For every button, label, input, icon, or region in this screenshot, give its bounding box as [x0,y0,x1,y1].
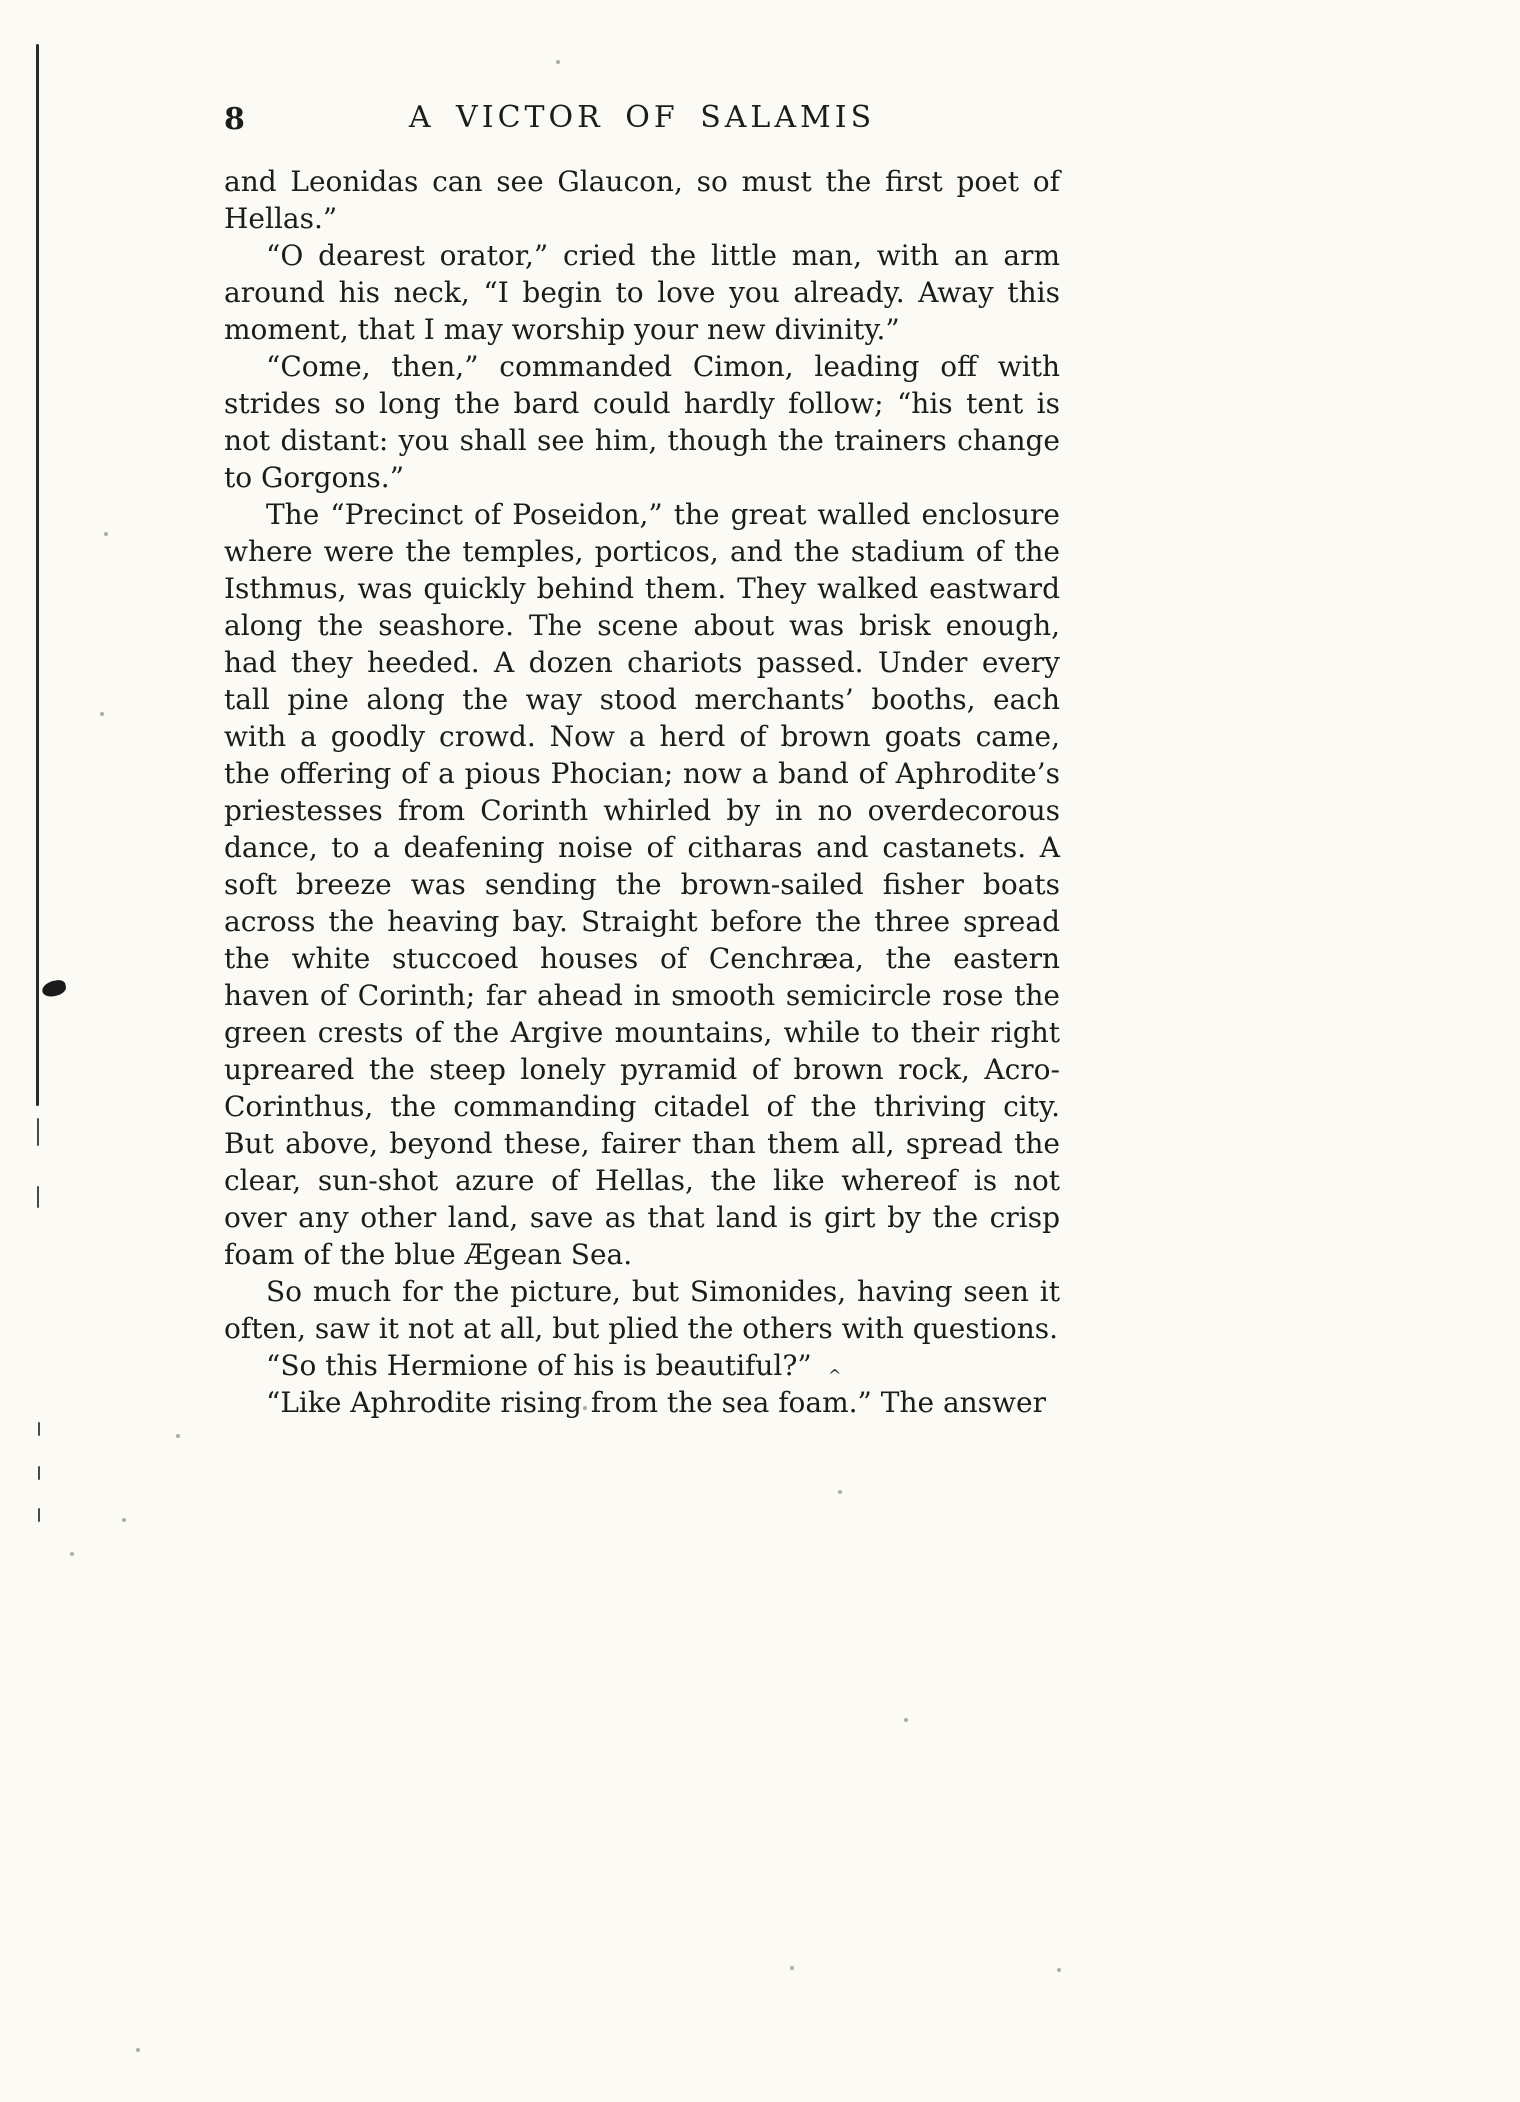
scan-speck [136,2048,140,2052]
scan-speck [790,1966,794,1970]
scan-speck [556,60,560,64]
scan-speck [100,712,104,716]
scan-dash [37,1186,39,1208]
scan-speck [70,1552,74,1556]
paragraph: and Leonidas can see Glaucon, so must the first poet of Hellas.” [224,165,1060,235]
paragraph: “O dearest orator,” cried the little man, with an arm around his neck, “I begin to love you already. Away this moment, that I may worship your new divinity.” [224,239,1060,346]
scan-speck [104,532,108,536]
scan-speck [904,1718,908,1722]
running-title: A VICTOR OF SALAMIS [408,100,876,135]
page-header [224,100,1060,142]
scan-binding-line [36,44,39,1106]
scan-speck [838,1490,842,1494]
scan-dash [38,1466,40,1480]
ink-blot [41,979,68,999]
scan-speck [1057,1968,1061,1972]
ink-caret-mark: ^ [828,1366,842,1385]
paragraph: “Like Aphrodite rising from the sea foam.” The answer [266,1386,1046,1419]
scan-speck [122,1518,126,1522]
scan-dash [38,1422,40,1436]
paragraph: The “Precinct of Poseidon,” the great walled enclosure where were the temples, porticos, and the stadium of the Isthmus, was quickly behind them. They walked eastward along the seashore. The scene about was brisk enough, had they heeded. A dozen chariots passed. Under every tall pine along the way stood merchants’ booths, each with a goodly crowd. Now a herd of brown goats came, the offering of a pious Phocian; now a band of Aphrodite’s priestesses from Corinth whirled by in no overdecorous dance, to a deafening noise of citharas and castanets. A soft breeze was sending the brown-sailed fisher boats across the heaving bay. Straight before the three spread the white stuccoed houses of Cenchræa, the eastern haven of Corinth; far ahead in smooth semicircle rose the green crests of the Argive mountains, while to their right upreared the steep lonely pyramid of brown rock, Acro-Corinthus, the commanding citadel of the thriving city. But above, beyond these, fairer than them all, spread the clear, sun-shot azure of Hellas, the like whereof is not over any other land, save as that land is girt by the crisp foam of the blue Ægean Sea. [224,498,1060,1271]
scan-dash [38,1508,40,1522]
paragraph: “Come, then,” commanded Cimon, leading off with strides so long the bard could hardly follow; “his tent is not distant: you shall see him, though the trainers change to Gorgons.” [224,350,1060,494]
page-number: 8 [224,102,245,137]
scan-speck [176,1434,180,1438]
body-text [224,163,1060,1421]
paragraph: So much for the picture, but Simonides, having seen it often, saw it not at all, but plied the others with questions. [224,1275,1060,1345]
paragraph: “So this Hermione of his is beautiful?” [266,1349,812,1382]
scan-dash [37,1118,39,1146]
